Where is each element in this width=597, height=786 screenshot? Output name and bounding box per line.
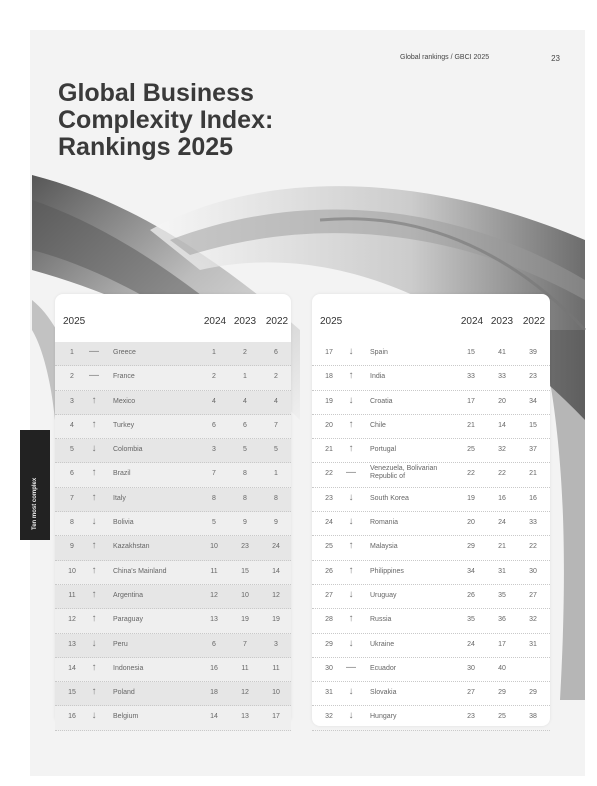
table-row xyxy=(55,463,291,487)
rank-cell: 22 xyxy=(325,470,333,478)
table-row xyxy=(55,342,291,366)
value-2024: 13 xyxy=(210,616,218,624)
side-label-tab xyxy=(20,430,50,540)
trend-icon: ↓ xyxy=(348,637,354,649)
rank-cell: 5 xyxy=(70,446,74,454)
value-2024: 17 xyxy=(467,397,475,405)
trend-icon: ↑ xyxy=(91,491,97,503)
value-2024: 7 xyxy=(212,470,216,478)
rank-cell: 2 xyxy=(70,373,74,381)
value-2023: 14 xyxy=(498,421,506,429)
rank-cell: 23 xyxy=(325,494,333,502)
rank-cell: 27 xyxy=(325,591,333,599)
value-2022: 24 xyxy=(272,543,280,551)
value-2023: 11 xyxy=(241,664,249,672)
value-2022: 10 xyxy=(272,689,280,697)
value-2023: 2 xyxy=(243,349,247,356)
country-cell: Argentina xyxy=(113,591,143,599)
rank-cell: 9 xyxy=(70,543,74,551)
country-cell: Chile xyxy=(370,421,386,429)
trend-icon: — xyxy=(89,370,99,382)
header-2024: 2024 xyxy=(203,316,227,327)
value-2022: 12 xyxy=(272,591,280,599)
trend-icon: ↑ xyxy=(91,613,97,625)
value-2022: 38 xyxy=(529,713,537,721)
section-label: Global rankings / GBCI 2025 xyxy=(400,54,490,61)
trend-icon: ↑ xyxy=(91,418,97,430)
value-2023: 24 xyxy=(498,519,506,527)
value-2022: 33 xyxy=(529,519,537,527)
rank-cell: 21 xyxy=(325,446,333,454)
country-cell: Paraguay xyxy=(113,616,143,624)
trend-icon: ↑ xyxy=(348,564,354,576)
value-2024: 22 xyxy=(467,470,475,478)
value-2022: 8 xyxy=(274,494,278,502)
rank-cell: 24 xyxy=(325,519,333,527)
table-row xyxy=(312,634,550,658)
value-2024: 33 xyxy=(467,373,475,381)
value-2024: 29 xyxy=(467,543,475,551)
rank-cell: 18 xyxy=(325,373,333,381)
rank-cell: 20 xyxy=(325,421,333,429)
table-row xyxy=(55,512,291,536)
rank-cell: 16 xyxy=(68,713,76,721)
value-2024: 6 xyxy=(212,421,216,429)
header-2023: 2023 xyxy=(490,316,514,327)
value-2023: 29 xyxy=(498,689,506,697)
country-cell: Greece xyxy=(113,349,136,356)
table-header xyxy=(320,316,546,330)
rank-cell: 30 xyxy=(325,664,333,672)
value-2024: 16 xyxy=(210,664,218,672)
table-row xyxy=(55,561,291,585)
value-2024: 23 xyxy=(467,713,475,721)
value-2023: 22 xyxy=(498,470,506,478)
table-row xyxy=(312,415,550,439)
value-2024: 30 xyxy=(467,664,475,672)
value-2023: 35 xyxy=(498,591,506,599)
value-2024: 3 xyxy=(212,446,216,454)
value-2023: 8 xyxy=(243,470,247,478)
country-cell: Poland xyxy=(113,689,135,697)
table-row xyxy=(312,391,550,415)
country-cell: Colombia xyxy=(113,446,143,454)
trend-icon: ↓ xyxy=(348,588,354,600)
header-2025: 2025 xyxy=(320,316,343,327)
rank-cell: 14 xyxy=(68,664,76,672)
rank-cell: 26 xyxy=(325,567,333,575)
rank-cell: 13 xyxy=(68,640,76,648)
value-2023: 21 xyxy=(498,543,506,551)
country-cell: Brazil xyxy=(113,470,131,478)
table-row xyxy=(55,366,291,390)
rank-cell: 10 xyxy=(68,567,76,575)
rank-cell: 15 xyxy=(68,689,76,697)
rank-cell: 19 xyxy=(325,397,333,405)
country-cell: Portugal xyxy=(370,446,397,454)
value-2023: 8 xyxy=(243,494,247,502)
trend-icon: ↑ xyxy=(348,418,354,430)
rank-cell: 11 xyxy=(68,591,76,599)
table-body xyxy=(312,342,550,731)
rank-cell: 1 xyxy=(70,349,74,356)
value-2022: 39 xyxy=(529,349,537,356)
rank-cell: 31 xyxy=(325,689,333,697)
table-row xyxy=(55,585,291,609)
trend-icon: ↑ xyxy=(91,661,97,673)
value-2024: 8 xyxy=(212,494,216,502)
header-2022: 2022 xyxy=(265,316,289,327)
header-2022: 2022 xyxy=(522,316,546,327)
country-cell: India xyxy=(370,373,386,381)
value-2023: 20 xyxy=(498,397,506,405)
country-cell: Spain xyxy=(370,349,388,356)
country-cell: Bolivia xyxy=(113,519,134,527)
header-2023: 2023 xyxy=(233,316,257,327)
table-row xyxy=(312,512,550,536)
trend-icon: ↑ xyxy=(348,370,354,382)
title-line-3: Rankings 2025 xyxy=(58,133,234,161)
value-2022: 4 xyxy=(274,397,278,405)
rank-cell: 6 xyxy=(70,470,74,478)
value-2023: 12 xyxy=(241,689,249,697)
value-2024: 4 xyxy=(212,397,216,405)
table-row xyxy=(55,488,291,512)
table-row xyxy=(55,609,291,633)
trend-icon: ↑ xyxy=(91,394,97,406)
country-cell: Venezuela, Bolivarian Republic of xyxy=(370,465,438,481)
value-2023: 1 xyxy=(243,373,247,381)
value-2024: 14 xyxy=(210,713,218,721)
value-2024: 34 xyxy=(467,567,475,575)
running-header xyxy=(400,54,560,63)
table-row xyxy=(312,439,550,463)
value-2023: 5 xyxy=(243,446,247,454)
trend-icon: ↑ xyxy=(91,686,97,698)
value-2024: 18 xyxy=(210,689,218,697)
trend-icon: ↓ xyxy=(91,443,97,455)
table-row xyxy=(312,658,550,682)
value-2024: 35 xyxy=(467,616,475,624)
value-2024: 5 xyxy=(212,519,216,527)
country-cell: Ecuador xyxy=(370,664,397,672)
country-cell: South Korea xyxy=(370,494,409,502)
country-cell: Indonesia xyxy=(113,664,144,672)
table-row xyxy=(55,682,291,706)
country-cell: Peru xyxy=(113,640,128,648)
value-2022: 7 xyxy=(274,421,278,429)
value-2022: 29 xyxy=(529,689,537,697)
table-row xyxy=(55,658,291,682)
value-2024: 2 xyxy=(212,373,216,381)
table-body xyxy=(55,342,291,731)
page-title xyxy=(58,80,318,161)
value-2023: 10 xyxy=(241,591,249,599)
table-row xyxy=(312,609,550,633)
value-2022: 9 xyxy=(274,519,278,527)
value-2023: 36 xyxy=(498,616,506,624)
trend-icon: ↑ xyxy=(91,588,97,600)
table-row xyxy=(55,391,291,415)
value-2024: 21 xyxy=(467,421,475,429)
table-row xyxy=(55,439,291,463)
trend-icon: ↓ xyxy=(348,491,354,503)
value-2023: 25 xyxy=(498,713,506,721)
value-2022: 16 xyxy=(529,494,537,502)
value-2022: 2 xyxy=(274,373,278,381)
table-row xyxy=(312,463,550,487)
table-row xyxy=(312,488,550,512)
value-2022: 3 xyxy=(274,640,278,648)
value-2023: 19 xyxy=(241,616,249,624)
rank-cell: 8 xyxy=(70,519,74,527)
value-2024: 12 xyxy=(210,591,218,599)
trend-icon: ↑ xyxy=(348,443,354,455)
table-row xyxy=(312,706,550,730)
value-2023: 33 xyxy=(498,373,506,381)
value-2023: 40 xyxy=(498,664,506,672)
value-2024: 24 xyxy=(467,640,475,648)
value-2023: 16 xyxy=(498,494,506,502)
trend-icon: ↑ xyxy=(91,540,97,552)
value-2024: 11 xyxy=(210,567,218,575)
trend-icon: ↑ xyxy=(91,467,97,479)
value-2023: 32 xyxy=(498,446,506,454)
rankings-table-right xyxy=(312,294,550,726)
trend-icon: ↓ xyxy=(348,686,354,698)
country-cell: Russia xyxy=(370,616,392,624)
table-row xyxy=(312,682,550,706)
country-cell: Turkey xyxy=(113,421,135,429)
country-cell: Belgium xyxy=(113,713,139,721)
trend-icon: — xyxy=(346,661,356,673)
value-2022: 5 xyxy=(274,446,278,454)
rank-cell: 28 xyxy=(325,616,333,624)
title-line-2: Complexity Index: xyxy=(58,106,274,134)
trend-icon: ↓ xyxy=(348,710,354,722)
table-row xyxy=(312,342,550,366)
value-2024: 1 xyxy=(212,349,216,356)
rank-cell: 4 xyxy=(70,421,74,429)
country-cell: Croatia xyxy=(370,397,393,405)
rank-cell: 25 xyxy=(325,543,333,551)
rank-cell: 29 xyxy=(325,640,333,648)
table-row xyxy=(312,561,550,585)
country-cell: Ukraine xyxy=(370,640,395,648)
table-row xyxy=(312,366,550,390)
header-2025: 2025 xyxy=(63,316,86,327)
trend-icon: ↓ xyxy=(348,394,354,406)
table-header xyxy=(63,316,289,330)
country-cell: Uruguay xyxy=(370,591,397,599)
country-cell: Romania xyxy=(370,519,399,527)
country-cell: Hungary xyxy=(370,713,397,721)
rank-cell: 32 xyxy=(325,713,333,721)
value-2023: 23 xyxy=(241,543,249,551)
value-2023: 17 xyxy=(498,640,506,648)
trend-icon: — xyxy=(346,467,356,479)
value-2024: 6 xyxy=(212,640,216,648)
table-row xyxy=(55,536,291,560)
value-2024: 25 xyxy=(467,446,475,454)
value-2022: 21 xyxy=(529,470,537,478)
value-2023: 7 xyxy=(243,640,247,648)
value-2022: 32 xyxy=(529,616,537,624)
value-2024: 15 xyxy=(467,349,475,356)
trend-icon: ↑ xyxy=(348,613,354,625)
table-row xyxy=(55,634,291,658)
value-2024: 26 xyxy=(467,591,475,599)
country-cell: Kazakhstan xyxy=(113,543,150,551)
value-2022: 31 xyxy=(529,640,537,648)
value-2022: 19 xyxy=(272,616,280,624)
table-row xyxy=(312,585,550,609)
value-2023: 6 xyxy=(243,421,247,429)
value-2023: 31 xyxy=(498,567,506,575)
country-cell: France xyxy=(113,373,135,381)
value-2023: 13 xyxy=(241,713,249,721)
rank-cell: 3 xyxy=(70,397,74,405)
page-number: 23 xyxy=(551,54,560,63)
header-2024: 2024 xyxy=(460,316,484,327)
rank-cell: 7 xyxy=(70,494,74,502)
country-cell: Mexico xyxy=(113,397,136,405)
value-2022: 30 xyxy=(529,567,537,575)
value-2022: 6 xyxy=(274,349,278,356)
value-2022: 17 xyxy=(272,713,280,721)
value-2022: 14 xyxy=(272,567,280,575)
rank-cell: 12 xyxy=(68,616,76,624)
value-2022: 34 xyxy=(529,397,537,405)
value-2022: 11 xyxy=(272,664,280,672)
trend-icon: ↓ xyxy=(91,710,97,722)
rankings-table-left xyxy=(55,294,291,724)
value-2023: 9 xyxy=(243,519,247,527)
country-cell: Malaysia xyxy=(370,543,398,551)
value-2022: 15 xyxy=(529,421,537,429)
value-2022: 22 xyxy=(529,543,537,551)
rank-cell: 17 xyxy=(325,349,333,356)
value-2023: 15 xyxy=(241,567,249,575)
country-cell: Italy xyxy=(113,494,126,502)
trend-icon: ↓ xyxy=(91,516,97,528)
trend-icon: ↓ xyxy=(348,516,354,528)
trend-icon: ↓ xyxy=(348,346,354,357)
table-row xyxy=(55,415,291,439)
country-cell: Slovakia xyxy=(370,689,397,697)
title-line-1: Global Business xyxy=(58,79,254,107)
side-label-text: Ten most complex xyxy=(32,477,38,530)
trend-icon: ↑ xyxy=(91,564,97,576)
value-2024: 19 xyxy=(467,494,475,502)
trend-icon: ↑ xyxy=(348,540,354,552)
value-2024: 10 xyxy=(210,543,218,551)
value-2024: 27 xyxy=(467,689,475,697)
value-2024: 20 xyxy=(467,519,475,527)
country-cell: Philippines xyxy=(370,567,404,575)
value-2022: 37 xyxy=(529,446,537,454)
value-2022: 23 xyxy=(529,373,537,381)
table-row xyxy=(312,536,550,560)
value-2023: 4 xyxy=(243,397,247,405)
value-2022: 1 xyxy=(274,470,278,478)
country-cell: China's Mainland xyxy=(113,567,167,575)
value-2022: 27 xyxy=(529,591,537,599)
table-row xyxy=(55,706,291,730)
trend-icon: ↓ xyxy=(91,637,97,649)
trend-icon: — xyxy=(89,346,99,357)
value-2023: 41 xyxy=(498,349,506,356)
